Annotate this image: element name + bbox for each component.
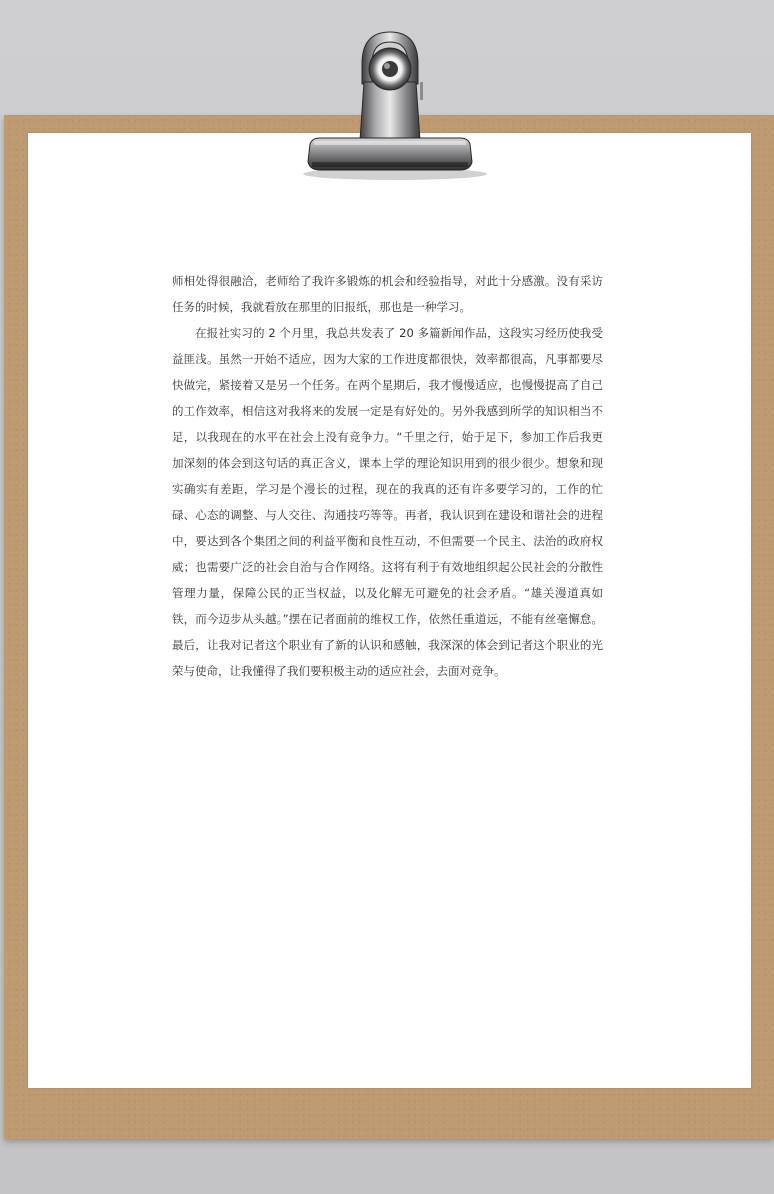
document-text <box>172 268 603 684</box>
paragraph-1: 师相处得很融洽，老师给了我许多锻炼的机会和经验指导，对此十分感激。没有采访任务的时候，我就看放在那里的旧报纸，那也是一种学习。 <box>172 274 603 314</box>
paragraph-2: 在报社实习的 2 个月里，我总共发表了 20 多篇新闻作品，这段实习经历使我受益匪浅。虽然一开始不适应，因为大家的工作进度都很快，效率都很高，凡事都要尽快做完，紧接着又是另一个任务。在两个星期后，我才慢慢适应，也慢慢提高了自己的工作效率，相信这对我将来的发展一定是有好处的。另外我感到所学的知识相当不足，以我现在的水平在社会上没有竞争力。“千里之行，始于足下，参加工作后我更加深刻的体会到这句话的真正含义，课本上学的理论知识用到的很少很少。想象和现实确实有差距，学习是个漫长的过程，现在的我真的还有许多要学习的，工作的忙碌、心态的调整、与人交往、沟通技巧等等。再者，我认识到在建设和谐社会的进程中，要达到各个集团之间的利益平衡和良性互动，不但需要一个民主、法治的政府权威；也需要广泛的社会自治与合作网络。这将有利于有效地组织起公民社会的分散性管理力量，保障公民的正当权益，以及化解无可避免的社会矛盾。“雄关漫道真如铁，而今迈步从头越。”摆在记者面前的维权工作，依然任重道远，不能有丝毫懈怠。最后，让我对记者这个职业有了新的认识和感触，我深深的体会到记者这个职业的光荣与使命，让我懂得了我们要积极主动的适应社会，去面对竞争。 <box>172 326 603 678</box>
binder-clip-icon <box>290 22 490 182</box>
